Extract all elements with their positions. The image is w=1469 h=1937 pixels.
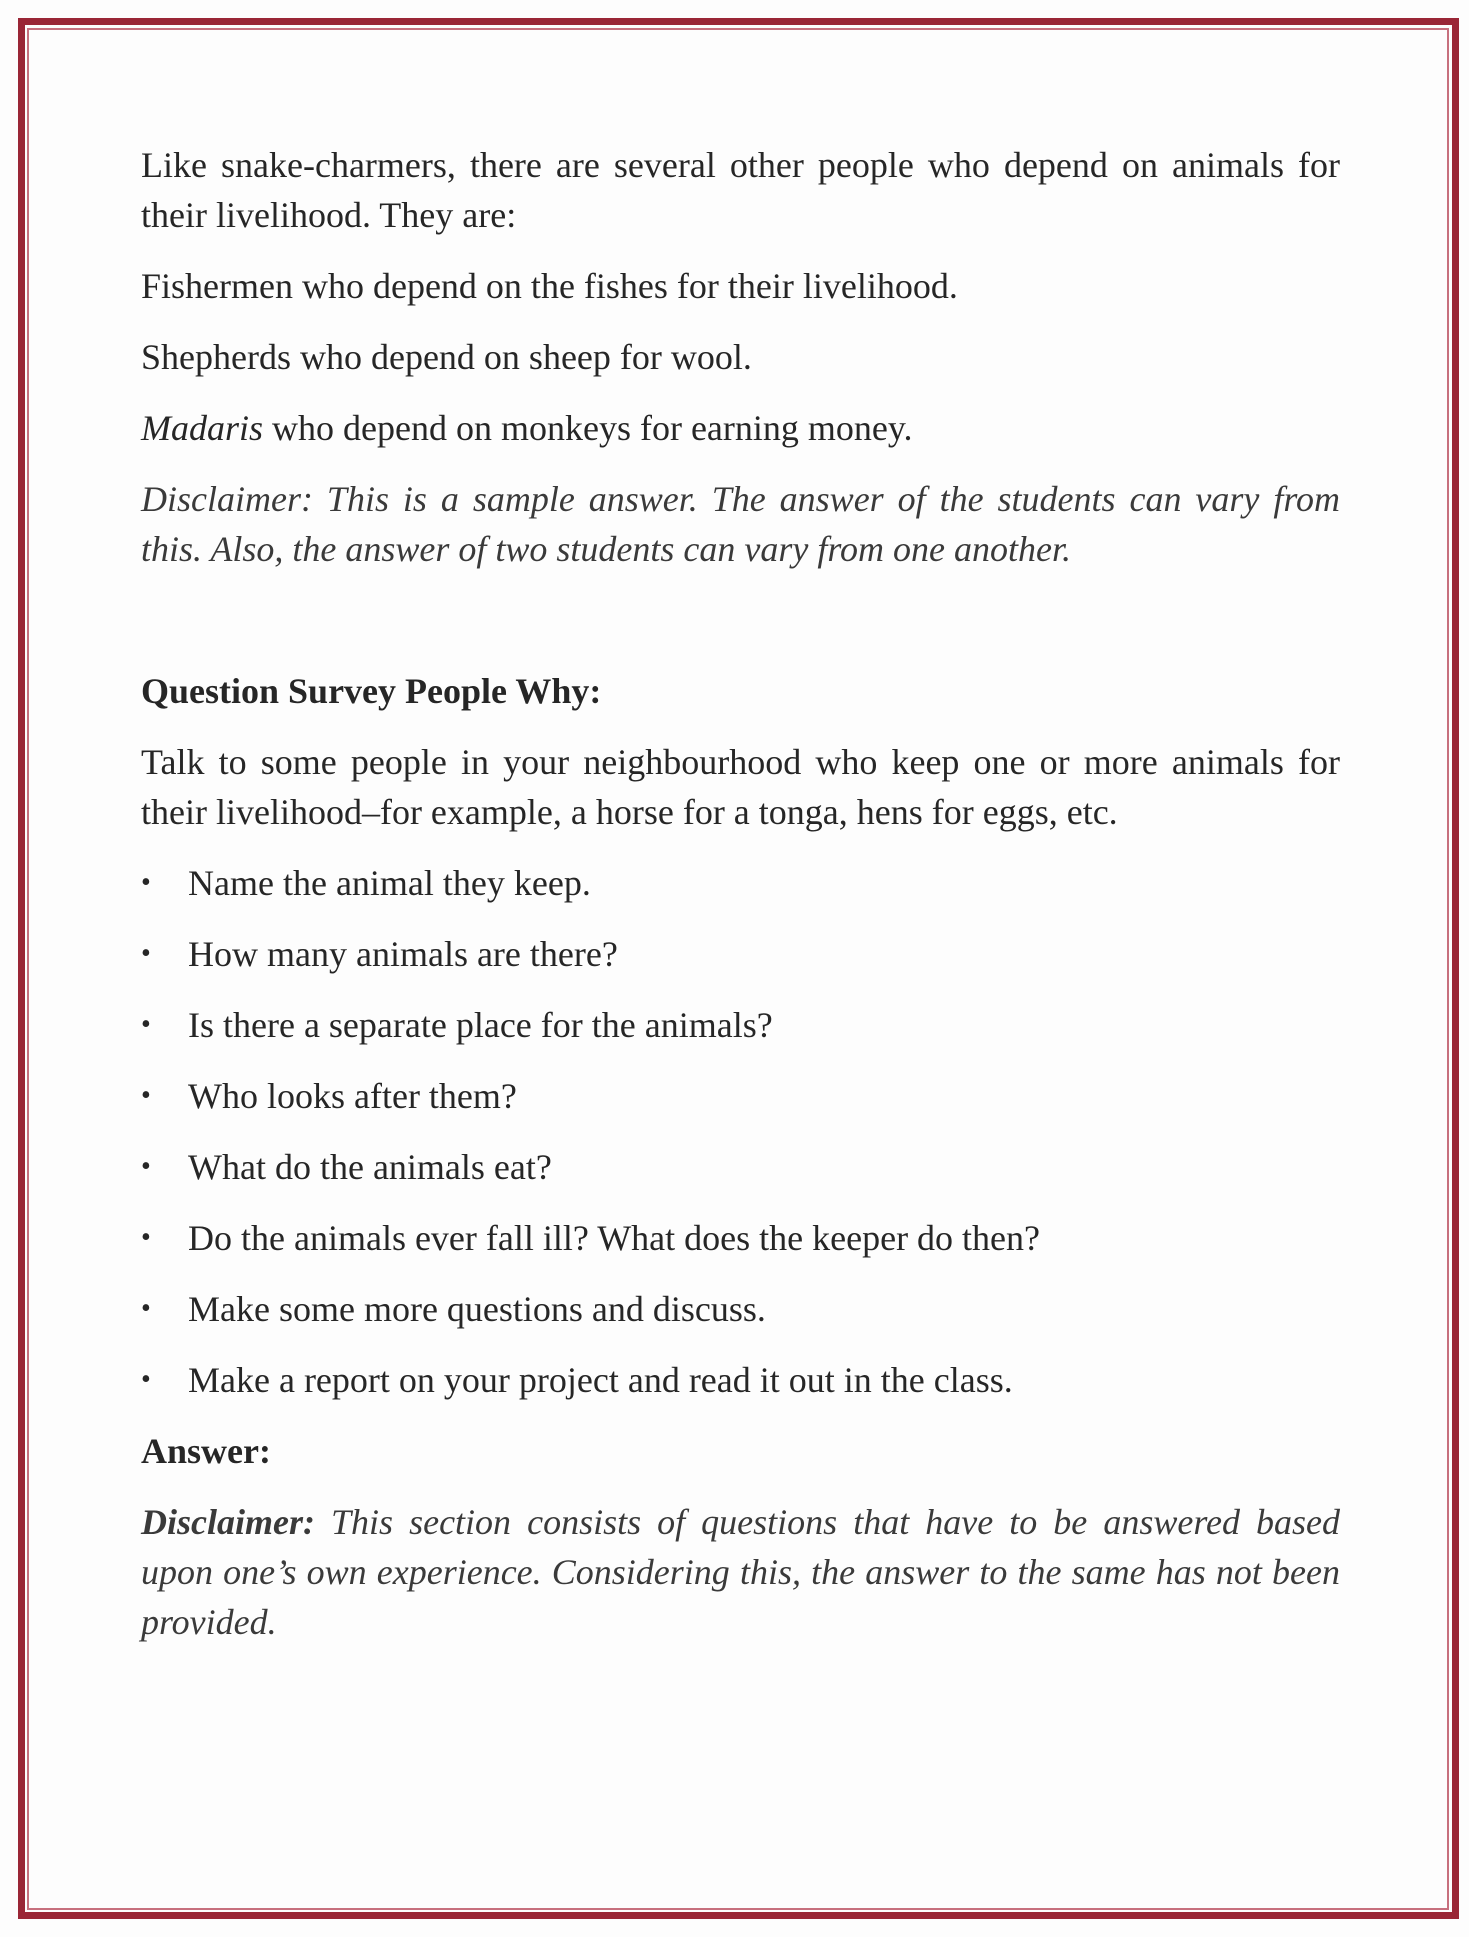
example-fishermen: Fishermen who depend on the fishes for their livelihood. bbox=[141, 266, 958, 306]
list-item bbox=[141, 1142, 1340, 1192]
bullet-icon: • bbox=[141, 1151, 151, 1182]
bullet-icon: • bbox=[141, 1080, 151, 1111]
list-item-text: How many animals are there? bbox=[188, 934, 618, 974]
example-shepherds: Shepherds who depend on sheep for wool. bbox=[141, 337, 752, 377]
list-item bbox=[141, 1000, 1340, 1050]
madaris-text: who depend on monkeys for earning money. bbox=[263, 408, 913, 448]
question-list bbox=[141, 858, 1340, 1405]
list-item bbox=[141, 858, 1340, 908]
bullet-icon: • bbox=[141, 1293, 151, 1324]
bullet-icon: • bbox=[141, 1009, 151, 1040]
sample-answer-disclaimer: Disclaimer: This is a sample answer. The answer of the students can vary from this. Also, the answer of two students can vary from one another. bbox=[141, 479, 1340, 569]
list-item-text: What do the animals eat? bbox=[188, 1147, 552, 1187]
bullet-icon: • bbox=[141, 867, 151, 898]
madaris-term: Madaris bbox=[141, 408, 264, 448]
answer-heading: Answer: bbox=[141, 1431, 271, 1471]
answer-disclaimer bbox=[141, 1497, 1340, 1647]
list-item-text: Make some more questions and discuss. bbox=[188, 1289, 766, 1329]
disclaimer-label: Disclaimer: bbox=[141, 1502, 315, 1542]
bullet-icon: • bbox=[141, 1364, 151, 1395]
list-item-text: Who looks after them? bbox=[188, 1076, 517, 1116]
question-heading: Question Survey People Why: bbox=[141, 671, 602, 711]
list-item bbox=[141, 1071, 1340, 1121]
bullet-icon: • bbox=[141, 1222, 151, 1253]
bullet-icon: • bbox=[141, 938, 151, 969]
list-item-text: Make a report on your project and read it out in the class. bbox=[188, 1360, 1013, 1400]
list-item-text: Name the animal they keep. bbox=[188, 863, 591, 903]
question-prompt: Talk to some people in your neighbourhood who keep one or more animals for their livelihood–for example, a horse for a tonga, hens for eggs, etc. bbox=[141, 742, 1340, 832]
document-body bbox=[141, 140, 1340, 1647]
list-item-text: Do the animals ever fall ill? What does the keeper do then? bbox=[188, 1218, 1041, 1258]
example-madaris bbox=[141, 403, 1340, 453]
list-item bbox=[141, 929, 1340, 979]
list-item bbox=[141, 1284, 1340, 1334]
disclaimer-text: This section consists of questions that have to be answered based upon one’s own experience. Considering this, the answer to the same has not been provided. bbox=[141, 1502, 1340, 1642]
list-item bbox=[141, 1355, 1340, 1405]
list-item bbox=[141, 1213, 1340, 1263]
list-item-text: Is there a separate place for the animals? bbox=[188, 1005, 773, 1045]
intro-paragraph: Like snake-charmers, there are several other people who depend on animals for their livelihood. They are: bbox=[141, 145, 1340, 235]
